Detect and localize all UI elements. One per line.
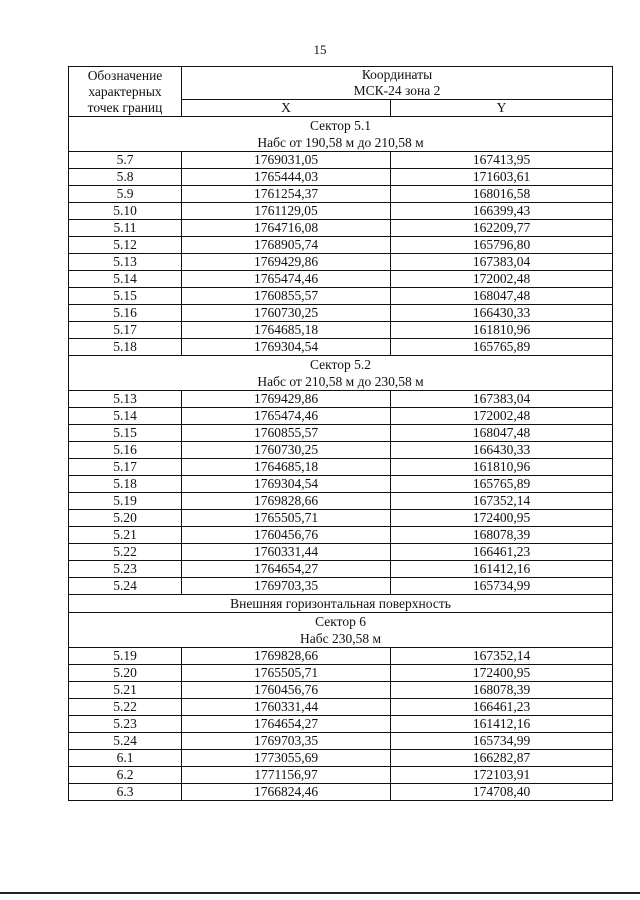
table-row <box>69 305 613 322</box>
section-heading-line: Сектор 5.2 <box>310 357 372 372</box>
cell-y: 172002,48 <box>391 271 613 288</box>
table-body <box>69 117 613 801</box>
header-x: X <box>182 100 391 117</box>
table-row <box>69 682 613 699</box>
cell-x: 1769429,86 <box>182 254 391 271</box>
table-row <box>69 784 613 801</box>
cell-y: 162209,77 <box>391 220 613 237</box>
section-heading-line: Набс от 210,58 м до 230,58 м <box>257 374 424 389</box>
cell-y: 165734,99 <box>391 733 613 750</box>
cell-point: 5.24 <box>69 733 182 750</box>
cell-y: 165765,89 <box>391 476 613 493</box>
cell-x: 1760855,57 <box>182 425 391 442</box>
cell-x: 1769031,05 <box>182 152 391 169</box>
cell-y: 161810,96 <box>391 322 613 339</box>
cell-y: 166461,23 <box>391 544 613 561</box>
cell-point: 5.19 <box>69 493 182 510</box>
section-heading <box>69 117 613 152</box>
section-heading-row <box>69 595 613 613</box>
section-heading-line: Набс 230,58 м <box>299 631 382 646</box>
cell-y: 172400,95 <box>391 510 613 527</box>
cell-y: 172002,48 <box>391 408 613 425</box>
table-row <box>69 203 613 220</box>
cell-y: 172103,91 <box>391 767 613 784</box>
cell-x: 1768905,74 <box>182 237 391 254</box>
cell-point: 5.14 <box>69 408 182 425</box>
cell-point: 5.22 <box>69 699 182 716</box>
cell-point: 5.20 <box>69 510 182 527</box>
cell-y: 161810,96 <box>391 459 613 476</box>
cell-y: 165796,80 <box>391 237 613 254</box>
cell-x: 1769304,54 <box>182 339 391 356</box>
cell-x: 1765505,71 <box>182 510 391 527</box>
cell-point: 5.21 <box>69 682 182 699</box>
cell-point: 5.17 <box>69 459 182 476</box>
page-number: 15 <box>313 42 327 57</box>
header-coords-line: Координаты <box>361 67 433 82</box>
cell-point: 6.2 <box>69 767 182 784</box>
table-row <box>69 459 613 476</box>
cell-x: 1769703,35 <box>182 733 391 750</box>
header-y: Y <box>391 100 613 117</box>
cell-y: 166430,33 <box>391 305 613 322</box>
cell-y: 166282,87 <box>391 750 613 767</box>
table-row <box>69 510 613 527</box>
cell-x: 1761254,37 <box>182 186 391 203</box>
cell-y: 167383,04 <box>391 391 613 408</box>
table-row <box>69 561 613 578</box>
cell-x: 1760855,57 <box>182 288 391 305</box>
cell-x: 1765474,46 <box>182 408 391 425</box>
cell-point: 5.9 <box>69 186 182 203</box>
cell-x: 1764716,08 <box>182 220 391 237</box>
cell-point: 5.12 <box>69 237 182 254</box>
cell-x: 1769304,54 <box>182 476 391 493</box>
table-row <box>69 733 613 750</box>
table-row <box>69 442 613 459</box>
cell-x: 1764685,18 <box>182 459 391 476</box>
cell-y: 168047,48 <box>391 425 613 442</box>
cell-y: 168078,39 <box>391 527 613 544</box>
cell-point: 5.23 <box>69 561 182 578</box>
cell-point: 6.3 <box>69 784 182 801</box>
table-row <box>69 665 613 682</box>
cell-x: 1761129,05 <box>182 203 391 220</box>
table-row <box>69 425 613 442</box>
cell-x: 1773055,69 <box>182 750 391 767</box>
cell-point: 5.7 <box>69 152 182 169</box>
cell-y: 168016,58 <box>391 186 613 203</box>
cell-y: 165734,99 <box>391 578 613 595</box>
cell-x: 1760456,76 <box>182 527 391 544</box>
cell-x: 1760456,76 <box>182 682 391 699</box>
table-row <box>69 271 613 288</box>
cell-y: 166461,23 <box>391 699 613 716</box>
cell-point: 5.10 <box>69 203 182 220</box>
cell-point: 5.24 <box>69 578 182 595</box>
table-row <box>69 237 613 254</box>
cell-y: 172400,95 <box>391 665 613 682</box>
cell-point: 5.13 <box>69 254 182 271</box>
cell-y: 161412,16 <box>391 561 613 578</box>
cell-x: 1760331,44 <box>182 544 391 561</box>
header-point-line: Обозначение <box>87 67 163 83</box>
section-heading <box>69 356 613 391</box>
cell-x: 1769828,66 <box>182 493 391 510</box>
table-row <box>69 699 613 716</box>
cell-point: 5.11 <box>69 220 182 237</box>
section-heading <box>69 595 613 613</box>
section-heading-row <box>69 356 613 391</box>
section-heading-line: Внешняя горизонтальная поверхность <box>230 596 451 611</box>
table-row <box>69 408 613 425</box>
table-row <box>69 544 613 561</box>
cell-x: 1766824,46 <box>182 784 391 801</box>
cell-point: 5.13 <box>69 391 182 408</box>
table-row <box>69 578 613 595</box>
cell-point: 5.18 <box>69 476 182 493</box>
section-heading-line: Сектор 5.1 <box>310 118 372 133</box>
table-row <box>69 391 613 408</box>
cell-point: 5.20 <box>69 665 182 682</box>
table-row <box>69 339 613 356</box>
cell-x: 1765444,03 <box>182 169 391 186</box>
cell-y: 168047,48 <box>391 288 613 305</box>
cell-x: 1771156,97 <box>182 767 391 784</box>
table-row <box>69 169 613 186</box>
section-heading-row <box>69 613 613 648</box>
section-heading-line: Сектор 6 <box>315 614 366 629</box>
cell-point: 5.15 <box>69 288 182 305</box>
table-row <box>69 186 613 203</box>
table-row <box>69 750 613 767</box>
section-heading <box>69 613 613 648</box>
cell-point: 5.21 <box>69 527 182 544</box>
cell-x: 1760730,25 <box>182 442 391 459</box>
cell-point: 5.19 <box>69 648 182 665</box>
cell-y: 167352,14 <box>391 493 613 510</box>
header-coords-line: МСК-24 зона 2 <box>353 83 441 98</box>
table-row <box>69 254 613 271</box>
cell-x: 1765505,71 <box>182 665 391 682</box>
cell-point: 5.14 <box>69 271 182 288</box>
section-heading-row <box>69 117 613 152</box>
cell-x: 1764685,18 <box>182 322 391 339</box>
cell-point: 5.8 <box>69 169 182 186</box>
table-row <box>69 288 613 305</box>
cell-y: 174708,40 <box>391 784 613 801</box>
table-row <box>69 322 613 339</box>
cell-point: 6.1 <box>69 750 182 767</box>
table-row <box>69 527 613 544</box>
cell-y: 168078,39 <box>391 682 613 699</box>
cell-point: 5.17 <box>69 322 182 339</box>
header-point-line: характерных <box>88 83 162 99</box>
cell-x: 1769703,35 <box>182 578 391 595</box>
cell-y: 166399,43 <box>391 203 613 220</box>
cell-y: 167413,95 <box>391 152 613 169</box>
table-row <box>69 648 613 665</box>
cell-point: 5.22 <box>69 544 182 561</box>
cell-x: 1765474,46 <box>182 271 391 288</box>
cell-point: 5.16 <box>69 305 182 322</box>
table-row <box>69 493 613 510</box>
table-row <box>69 767 613 784</box>
cell-y: 167352,14 <box>391 648 613 665</box>
cell-point: 5.15 <box>69 425 182 442</box>
header-point-line: точек границ <box>87 99 163 115</box>
cell-point: 5.16 <box>69 442 182 459</box>
cell-y: 161412,16 <box>391 716 613 733</box>
cell-y: 167383,04 <box>391 254 613 271</box>
cell-point: 5.23 <box>69 716 182 733</box>
cell-x: 1760331,44 <box>182 699 391 716</box>
header-coordinates <box>182 67 613 100</box>
cell-point: 5.18 <box>69 339 182 356</box>
scan-edge-line <box>0 892 640 894</box>
table-row <box>69 152 613 169</box>
table-row <box>69 476 613 493</box>
section-heading-line: Набс от 190,58 м до 210,58 м <box>257 135 424 150</box>
cell-y: 166430,33 <box>391 442 613 459</box>
table-row <box>69 716 613 733</box>
cell-x: 1764654,27 <box>182 561 391 578</box>
cell-x: 1769429,86 <box>182 391 391 408</box>
header-point-designation <box>69 67 182 117</box>
cell-y: 165765,89 <box>391 339 613 356</box>
cell-x: 1764654,27 <box>182 716 391 733</box>
cell-x: 1760730,25 <box>182 305 391 322</box>
cell-y: 171603,61 <box>391 169 613 186</box>
table-row <box>69 220 613 237</box>
cell-x: 1769828,66 <box>182 648 391 665</box>
coordinates-table <box>68 66 613 801</box>
